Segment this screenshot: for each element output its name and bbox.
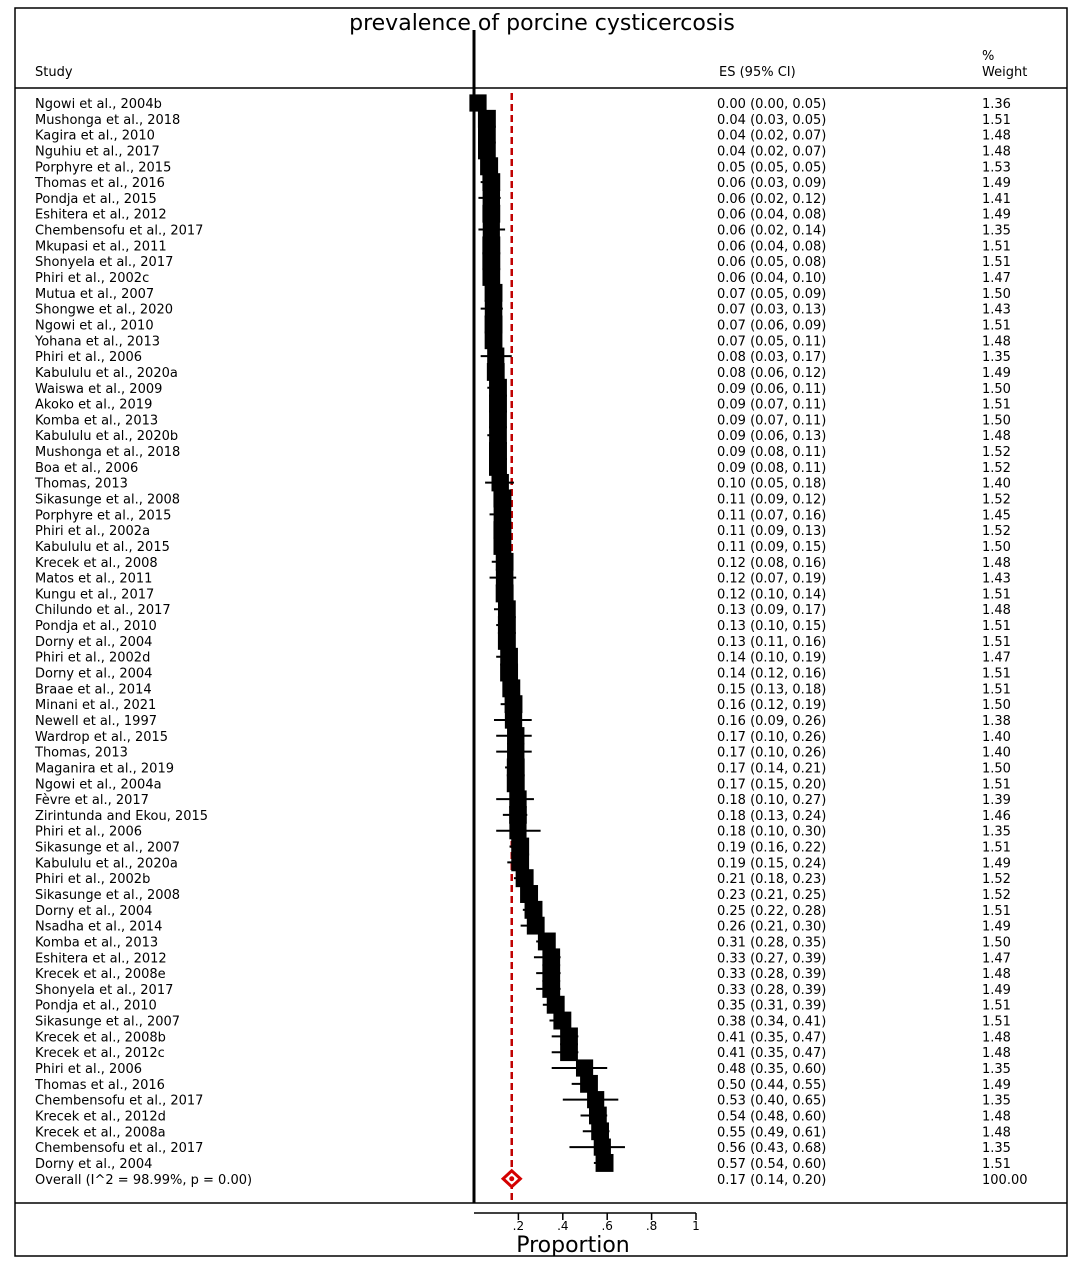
weight-label: 1.51: [982, 239, 1011, 255]
study-label: Sikasunge et al., 2007: [35, 840, 181, 856]
study-label: Phiri et al., 2006: [35, 350, 143, 366]
effect-size-label: 0.11 (0.09, 0.12): [717, 492, 827, 508]
effect-marker: [496, 569, 514, 587]
effect-size-label: 0.54 (0.48, 0.60): [717, 1109, 827, 1125]
effect-size-label: 0.17 (0.10, 0.26): [717, 745, 827, 761]
study-label: Ngowi et al., 2004a: [35, 777, 162, 793]
weight-label: 1.48: [982, 128, 1011, 144]
study-label: Komba et al., 2013: [35, 413, 159, 429]
study-label: Akoko et al., 2019: [35, 397, 153, 413]
weight-label: 1.50: [982, 381, 1011, 397]
effect-size-label: 0.09 (0.08, 0.11): [717, 445, 827, 461]
effect-marker: [487, 348, 504, 365]
effect-marker: [507, 743, 524, 760]
effect-size-label: 0.25 (0.22, 0.28): [717, 903, 827, 919]
study-label: Chembensofu et al., 2017: [35, 1093, 204, 1109]
overall-center-dot: [509, 1176, 514, 1181]
study-label: Newell et al., 1997: [35, 713, 157, 729]
effect-marker: [527, 917, 545, 935]
effect-marker: [502, 679, 520, 697]
effect-marker: [594, 1139, 611, 1156]
effect-marker: [485, 284, 503, 302]
effect-marker: [498, 616, 516, 634]
effect-marker: [478, 142, 496, 160]
effect-marker: [580, 1075, 598, 1093]
effect-size-label: 0.33 (0.28, 0.39): [717, 967, 827, 983]
weight-label: 1.51: [982, 255, 1011, 271]
study-label: Eshitera et al., 2012: [35, 207, 167, 223]
study-label: Chilundo et al., 2017: [35, 603, 171, 619]
study-label: Phiri et al., 2006: [35, 1062, 143, 1078]
overall-weight-label: 100.00: [982, 1172, 1028, 1188]
effect-size-label: 0.31 (0.28, 0.35): [717, 935, 827, 951]
effect-size-label: 0.11 (0.07, 0.16): [717, 508, 827, 524]
effect-marker: [560, 1027, 578, 1045]
weight-label: 1.49: [982, 176, 1011, 192]
effect-marker: [511, 853, 529, 871]
weight-label: 1.35: [982, 1141, 1011, 1157]
study-label: Sikasunge et al., 2008: [35, 492, 181, 508]
study-label: Yohana et al., 2013: [35, 334, 160, 350]
effect-marker: [511, 838, 529, 856]
effect-marker: [482, 252, 500, 270]
effect-size-label: 0.06 (0.02, 0.14): [717, 223, 827, 239]
weight-label: 1.47: [982, 650, 1011, 666]
study-label: Shongwe et al., 2020: [35, 302, 173, 318]
weight-label: 1.48: [982, 1030, 1011, 1046]
effect-size-label: 0.11 (0.09, 0.15): [717, 539, 827, 555]
effect-size-label: 0.07 (0.03, 0.13): [717, 302, 827, 318]
study-label: Chembensofu et al., 2017: [35, 1141, 204, 1157]
effect-marker: [596, 1154, 614, 1172]
effect-marker: [538, 933, 556, 951]
weight-label: 1.45: [982, 508, 1011, 524]
study-label: Dorny et al., 2004: [35, 903, 153, 919]
effect-size-label: 0.06 (0.03, 0.09): [717, 176, 827, 192]
weight-label: 1.50: [982, 935, 1011, 951]
effect-marker: [489, 395, 507, 413]
weight-label: 1.43: [982, 571, 1011, 587]
study-label: Waiswa et al., 2009: [35, 381, 163, 397]
effect-size-label: 0.18 (0.13, 0.24): [717, 808, 827, 824]
study-label: Shonyela et al., 2017: [35, 982, 174, 998]
effect-marker: [507, 727, 524, 744]
study-label: Maganira et al., 2019: [35, 761, 174, 777]
study-label: Zirintunda and Ekou, 2015: [35, 808, 209, 824]
study-label: Porphyre et al., 2015: [35, 508, 172, 524]
effect-marker: [489, 410, 507, 428]
effect-size-label: 0.18 (0.10, 0.27): [717, 793, 827, 809]
study-label: Chembensofu et al., 2017: [35, 223, 204, 239]
study-label: Komba et al., 2013: [35, 935, 159, 951]
effect-size-label: 0.11 (0.09, 0.13): [717, 524, 827, 540]
effect-size-label: 0.38 (0.34, 0.41): [717, 1014, 827, 1030]
effect-size-label: 0.04 (0.02, 0.07): [717, 144, 827, 160]
effect-marker: [483, 221, 500, 238]
effect-marker: [505, 711, 522, 728]
effect-size-label: 0.17 (0.10, 0.26): [717, 729, 827, 745]
weight-label: 1.49: [982, 207, 1011, 223]
weight-label: 1.47: [982, 271, 1011, 287]
chart-title: prevalence of porcine cysticercosis: [349, 11, 735, 36]
effect-size-label: 0.07 (0.05, 0.09): [717, 286, 827, 302]
effect-size-label: 0.18 (0.10, 0.30): [717, 824, 827, 840]
effect-size-label: 0.14 (0.10, 0.19): [717, 650, 827, 666]
weight-label: 1.39: [982, 793, 1011, 809]
effect-marker: [494, 506, 512, 524]
weight-label: 1.51: [982, 1156, 1011, 1172]
weight-label: 1.52: [982, 492, 1011, 508]
overall-label: Overall (I^2 = 98.99%, p = 0.00): [35, 1172, 253, 1188]
x-tick-label: .8: [645, 1219, 658, 1233]
weight-label: 1.51: [982, 840, 1011, 856]
study-label: Dorny et al., 2004: [35, 1156, 153, 1172]
study-label: Kabululu et al., 2015: [35, 539, 170, 555]
weight-label: 1.51: [982, 1014, 1011, 1030]
effect-marker: [483, 189, 500, 206]
weight-label: 1.49: [982, 982, 1011, 998]
effect-size-label: 0.07 (0.06, 0.09): [717, 318, 827, 334]
study-label: Porphyre et al., 2015: [35, 160, 172, 176]
effect-marker: [507, 759, 525, 777]
effect-marker: [478, 126, 496, 144]
study-label: Minani et al., 2021: [35, 698, 157, 714]
effect-size-label: 0.21 (0.18, 0.23): [717, 872, 827, 888]
x-tick-label: .4: [557, 1219, 569, 1233]
weight-label: 1.49: [982, 1077, 1011, 1093]
effect-marker: [500, 648, 518, 666]
effect-marker: [493, 490, 511, 508]
effect-size-label: 0.50 (0.44, 0.55): [717, 1077, 827, 1093]
effect-marker: [480, 157, 498, 175]
weight-label: 1.40: [982, 745, 1011, 761]
weight-label: 1.53: [982, 160, 1011, 176]
effect-size-label: 0.12 (0.07, 0.19): [717, 571, 827, 587]
weight-label: 1.51: [982, 112, 1011, 128]
weight-label: 1.36: [982, 97, 1011, 112]
study-label: Mutua et al., 2007: [35, 286, 155, 302]
effect-marker: [547, 996, 565, 1014]
weight-label: 1.52: [982, 872, 1011, 888]
effect-marker: [591, 1122, 609, 1140]
weight-label: 1.51: [982, 619, 1011, 635]
effect-size-label: 0.57 (0.54, 0.60): [717, 1156, 827, 1172]
weight-label: 1.48: [982, 144, 1011, 160]
effect-size-label: 0.09 (0.06, 0.13): [717, 429, 827, 445]
effect-size-label: 0.05 (0.05, 0.05): [717, 160, 827, 176]
study-label: Braae et al., 2014: [35, 682, 152, 698]
effect-size-label: 0.00 (0.00, 0.05): [717, 97, 827, 112]
effect-size-label: 0.15 (0.13, 0.18): [717, 682, 827, 698]
study-label: Mushonga et al., 2018: [35, 445, 181, 461]
effect-size-label: 0.09 (0.06, 0.11): [717, 381, 827, 397]
effect-marker: [589, 1107, 607, 1125]
effect-size-label: 0.56 (0.43, 0.68): [717, 1141, 827, 1157]
x-axis-label: Proportion: [516, 1233, 630, 1258]
study-label: Nguhiu et al., 2017: [35, 144, 160, 160]
effect-marker: [496, 584, 514, 602]
weight-label: 1.50: [982, 539, 1011, 555]
effect-marker: [498, 600, 516, 618]
effect-size-label: 0.08 (0.06, 0.12): [717, 365, 827, 381]
effect-size-label: 0.09 (0.07, 0.11): [717, 397, 827, 413]
effect-size-label: 0.06 (0.04, 0.10): [717, 271, 827, 287]
x-tick-label: .2: [512, 1219, 525, 1233]
effect-marker: [553, 1012, 571, 1030]
study-label: Phiri et al., 2002c: [35, 271, 150, 287]
effect-size-label: 0.48 (0.35, 0.60): [717, 1062, 827, 1078]
effect-size-label: 0.06 (0.04, 0.08): [717, 207, 827, 223]
study-label: Krecek et al., 2012c: [35, 1046, 165, 1062]
effect-size-label: 0.55 (0.49, 0.61): [717, 1125, 827, 1141]
effect-marker: [505, 695, 523, 713]
weight-label: 1.38: [982, 713, 1011, 729]
weight-label: 1.48: [982, 1046, 1011, 1062]
effect-size-label: 0.23 (0.21, 0.25): [717, 888, 827, 903]
study-label: Kagira et al., 2010: [35, 128, 155, 144]
weight-label: 1.51: [982, 998, 1011, 1014]
study-label: Mushonga et al., 2018: [35, 112, 181, 128]
weight-label: 1.48: [982, 1109, 1011, 1125]
effect-size-label: 0.13 (0.09, 0.17): [717, 603, 827, 619]
effect-size-label: 0.06 (0.04, 0.08): [717, 239, 827, 255]
effect-marker: [493, 537, 511, 555]
study-label: Thomas, 2013: [35, 745, 128, 761]
effect-marker: [509, 822, 526, 839]
effect-size-label: 0.26 (0.21, 0.30): [717, 919, 827, 935]
effect-marker: [542, 948, 560, 966]
effect-marker: [560, 1043, 578, 1061]
effect-size-label: 0.33 (0.28, 0.39): [717, 982, 827, 998]
effect-marker: [498, 632, 516, 650]
effect-size-label: 0.13 (0.11, 0.16): [717, 634, 827, 650]
study-label: Sikasunge et al., 2007: [35, 1014, 181, 1030]
study-label: Dorny et al., 2004: [35, 666, 153, 682]
study-label: Phiri et al., 2002b: [35, 872, 151, 888]
effect-size-label: 0.10 (0.05, 0.18): [717, 476, 827, 492]
study-label: Kabululu et al., 2020b: [35, 429, 179, 445]
weight-label: 1.48: [982, 603, 1011, 619]
effect-size-label: 0.35 (0.31, 0.39): [717, 998, 827, 1014]
study-label: Thomas et al., 2016: [35, 176, 165, 192]
effect-marker: [489, 426, 507, 444]
weight-label: 1.51: [982, 777, 1011, 793]
effect-size-label: 0.07 (0.05, 0.11): [717, 334, 827, 350]
weight-label: 1.49: [982, 919, 1011, 935]
weight-label: 1.51: [982, 903, 1011, 919]
overall-effect-size-label: 0.17 (0.14, 0.20): [717, 1172, 827, 1188]
x-tick-label: .6: [601, 1219, 613, 1233]
study-label: Phiri et al., 2002d: [35, 650, 151, 666]
study-label: Pondja et al., 2010: [35, 998, 157, 1014]
effect-size-label: 0.19 (0.15, 0.24): [717, 856, 827, 872]
weight-label: 1.51: [982, 587, 1011, 603]
weight-label: 1.41: [982, 191, 1011, 207]
study-label: Ngowi et al., 2010: [35, 318, 154, 334]
weight-label: 1.52: [982, 888, 1011, 903]
study-label: Pondja et al., 2015: [35, 191, 157, 207]
column-header-weight-percent: %: [982, 49, 995, 64]
study-label: Shonyela et al., 2017: [35, 255, 174, 271]
column-header-study: Study: [35, 65, 73, 80]
effect-marker: [478, 110, 496, 128]
effect-size-label: 0.16 (0.09, 0.26): [717, 713, 827, 729]
study-label: Krecek et al., 2008: [35, 555, 158, 571]
study-label: Pondja et al., 2010: [35, 619, 157, 635]
effect-marker: [469, 94, 486, 111]
effect-marker: [496, 553, 514, 571]
effect-marker: [482, 268, 500, 286]
weight-label: 1.48: [982, 1125, 1011, 1141]
weight-label: 1.52: [982, 524, 1011, 540]
effect-marker: [493, 521, 511, 539]
weight-label: 1.48: [982, 429, 1011, 445]
weight-label: 1.51: [982, 318, 1011, 334]
study-label: Nsadha et al., 2014: [35, 919, 163, 935]
study-label: Dorny et al., 2004: [35, 634, 153, 650]
effect-size-label: 0.41 (0.35, 0.47): [717, 1030, 827, 1046]
effect-size-label: 0.04 (0.03, 0.05): [717, 112, 827, 128]
effect-marker: [489, 458, 507, 476]
study-label: Krecek et al., 2008e: [35, 967, 166, 983]
effect-marker: [509, 806, 527, 824]
weight-label: 1.48: [982, 555, 1011, 571]
study-label: Kabululu et al., 2020a: [35, 365, 178, 381]
effect-marker: [500, 664, 518, 682]
effect-size-label: 0.08 (0.03, 0.17): [717, 350, 827, 366]
effect-size-label: 0.14 (0.12, 0.16): [717, 666, 827, 682]
study-label: Kungu et al., 2017: [35, 587, 155, 603]
weight-label: 1.52: [982, 460, 1011, 476]
weight-label: 1.48: [982, 334, 1011, 350]
weight-label: 1.43: [982, 302, 1011, 318]
effect-marker: [482, 173, 500, 191]
weight-label: 1.51: [982, 682, 1011, 698]
effect-size-label: 0.06 (0.05, 0.08): [717, 255, 827, 271]
study-label: Krecek et al., 2008b: [35, 1030, 166, 1046]
effect-marker: [485, 331, 503, 349]
study-label: Phiri et al., 2006: [35, 824, 143, 840]
effect-size-label: 0.33 (0.27, 0.39): [717, 951, 827, 967]
study-label: Thomas et al., 2016: [35, 1077, 165, 1093]
study-label: Mkupasi et al., 2011: [35, 239, 167, 255]
column-header-weight: Weight: [982, 65, 1028, 80]
study-label: Krecek et al., 2008a: [35, 1125, 166, 1141]
study-label: Sikasunge et al., 2008: [35, 888, 181, 903]
study-label: Phiri et al., 2002a: [35, 524, 151, 540]
effect-size-label: 0.17 (0.14, 0.21): [717, 761, 827, 777]
x-tick-label: 1: [692, 1219, 700, 1233]
effect-marker: [507, 774, 525, 792]
study-label: Krecek et al., 2012d: [35, 1109, 166, 1125]
effect-size-label: 0.17 (0.15, 0.20): [717, 777, 827, 793]
study-label: Matos et al., 2011: [35, 571, 153, 587]
effect-marker: [525, 901, 543, 919]
weight-label: 1.50: [982, 698, 1011, 714]
weight-label: 1.49: [982, 856, 1011, 872]
effect-marker: [587, 1091, 604, 1108]
weight-label: 1.50: [982, 413, 1011, 429]
study-label: Wardrop et al., 2015: [35, 729, 169, 745]
weight-label: 1.48: [982, 967, 1011, 983]
effect-marker: [489, 442, 507, 460]
effect-marker: [576, 1059, 593, 1076]
effect-size-label: 0.53 (0.40, 0.65): [717, 1093, 827, 1109]
effect-marker: [542, 964, 560, 982]
weight-label: 1.50: [982, 761, 1011, 777]
weight-label: 1.47: [982, 951, 1011, 967]
weight-label: 1.40: [982, 476, 1011, 492]
effect-size-label: 0.12 (0.08, 0.16): [717, 555, 827, 571]
weight-label: 1.52: [982, 445, 1011, 461]
weight-label: 1.50: [982, 286, 1011, 302]
effect-marker: [509, 790, 526, 807]
study-label: Ngowi et al., 2004b: [35, 97, 162, 112]
effect-marker: [482, 236, 500, 254]
study-label: Kabululu et al., 2020a: [35, 856, 178, 872]
weight-label: 1.35: [982, 1093, 1011, 1109]
effect-marker: [542, 980, 560, 998]
effect-marker: [520, 885, 538, 903]
effect-size-label: 0.19 (0.16, 0.22): [717, 840, 827, 856]
effect-size-label: 0.09 (0.07, 0.11): [717, 413, 827, 429]
effect-size-label: 0.16 (0.12, 0.19): [717, 698, 827, 714]
weight-label: 1.35: [982, 824, 1011, 840]
effect-size-label: 0.13 (0.10, 0.15): [717, 619, 827, 635]
weight-label: 1.40: [982, 729, 1011, 745]
effect-marker: [489, 379, 507, 397]
effect-marker: [491, 474, 508, 491]
effect-marker: [485, 300, 503, 318]
weight-label: 1.51: [982, 397, 1011, 413]
effect-marker: [482, 205, 500, 223]
weight-label: 1.35: [982, 350, 1011, 366]
weight-label: 1.51: [982, 666, 1011, 682]
effect-size-label: 0.09 (0.08, 0.11): [717, 460, 827, 476]
effect-marker: [485, 316, 503, 334]
study-label: Fèvre et al., 2017: [35, 793, 149, 809]
weight-label: 1.35: [982, 1062, 1011, 1078]
effect-marker: [487, 363, 505, 381]
weight-label: 1.35: [982, 223, 1011, 239]
column-header-es: ES (95% CI): [719, 65, 796, 80]
effect-size-label: 0.06 (0.02, 0.12): [717, 191, 827, 207]
study-label: Eshitera et al., 2012: [35, 951, 167, 967]
weight-label: 1.46: [982, 808, 1011, 824]
effect-size-label: 0.04 (0.02, 0.07): [717, 128, 827, 144]
effect-marker: [516, 869, 534, 887]
weight-label: 1.51: [982, 634, 1011, 650]
effect-size-label: 0.41 (0.35, 0.47): [717, 1046, 827, 1062]
study-label: Thomas, 2013: [35, 476, 128, 492]
study-label: Boa et al., 2006: [35, 460, 139, 476]
weight-label: 1.49: [982, 365, 1011, 381]
effect-size-label: 0.12 (0.10, 0.14): [717, 587, 827, 603]
